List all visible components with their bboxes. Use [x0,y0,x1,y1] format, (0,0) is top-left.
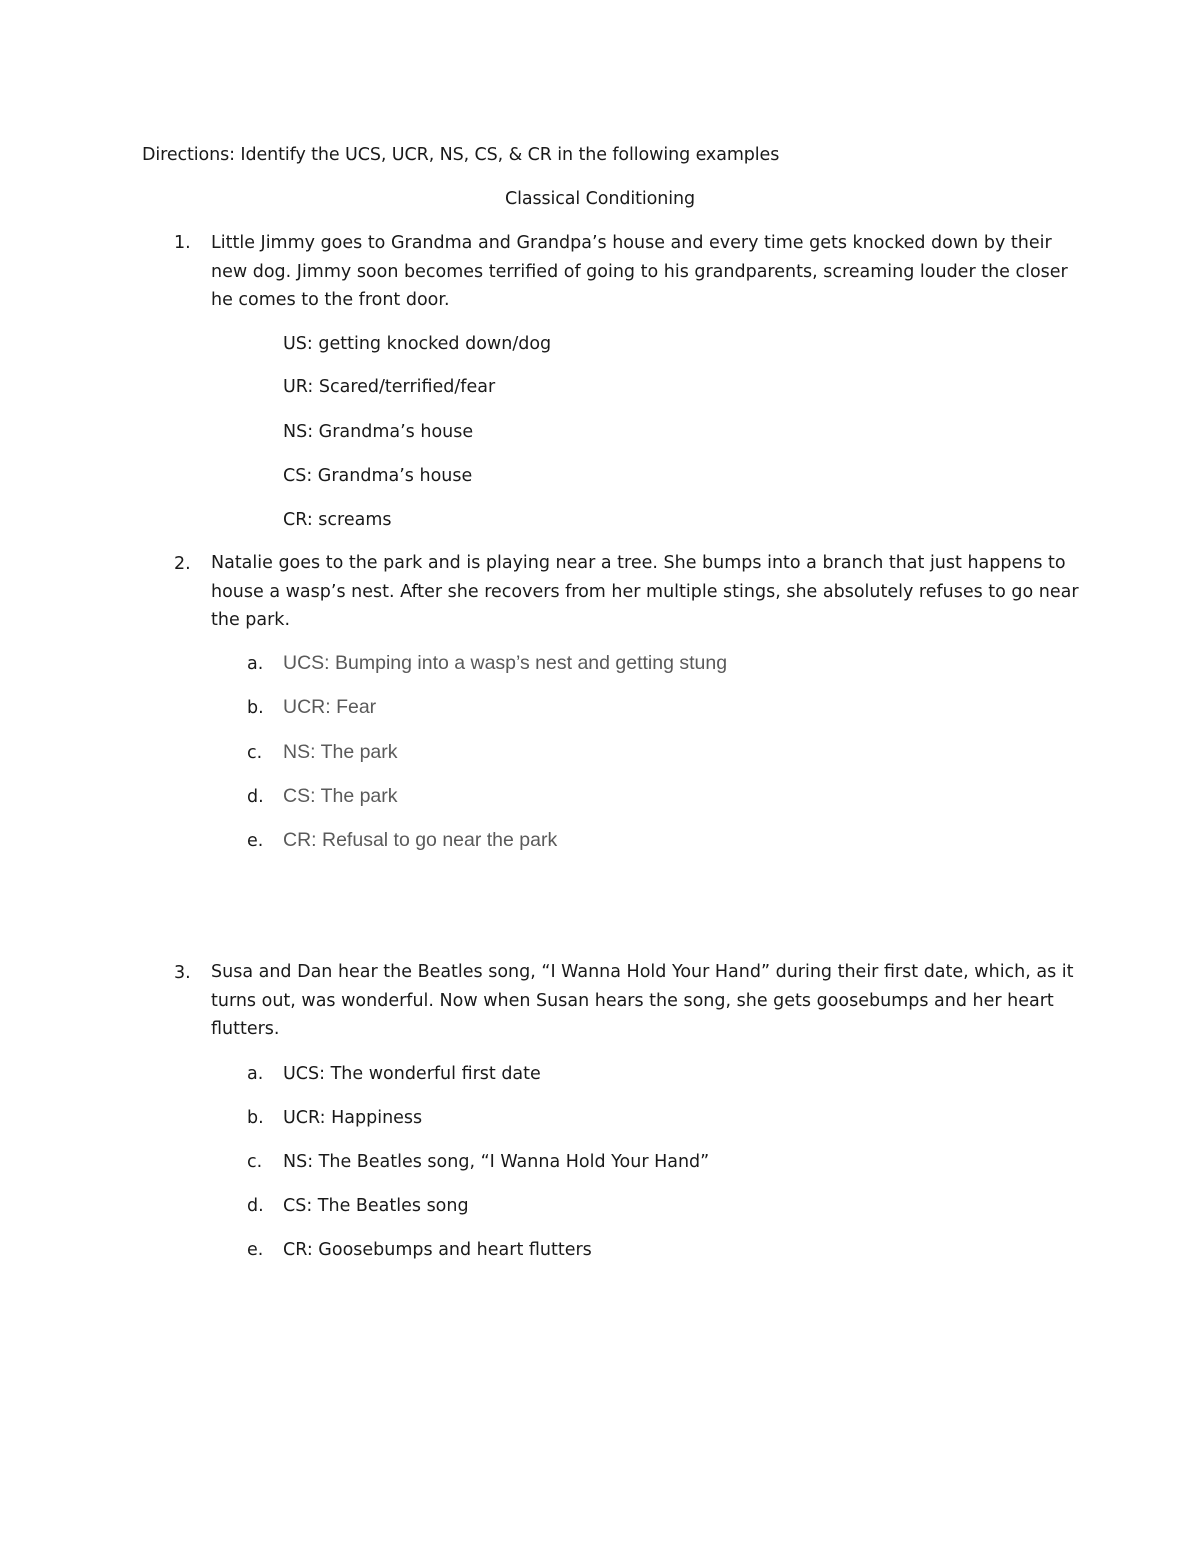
question-text: Susa and Dan hear the Beatles song, “I Wanna Hold Your Hand” during their first date, which, as it turns out, was wonderful. Now when Susan hears the song, she gets goosebumps and her heart flutters. [211,962,1074,1039]
question-number: 2. [174,554,191,574]
answer-letter: d. [247,787,264,807]
answer-ucr: UCR: Happiness [283,1108,423,1128]
answer-cs: CS: The park [283,785,398,807]
answer-letter: c. [247,743,263,763]
answer-letter: c. [247,1152,263,1172]
answer-ns: NS: The Beatles song, “I Wanna Hold Your Hand” [283,1152,710,1172]
answer-ucs: UCS: The wonderful first date [283,1064,541,1084]
answer-cr: CR: Goosebumps and heart flutters [283,1240,592,1260]
answer-us: US: getting knocked down/dog [283,334,552,354]
answer-ucr: UCR: Fear [283,696,377,718]
answer-ns: NS: Grandma’s house [283,422,474,442]
question-text: Little Jimmy goes to Grandma and Grandpa’s house and every time gets knocked down by their new dog. Jimmy soon becomes terrified of going to his grandparents, screaming louder the closer he comes to the front door. [211,233,1068,310]
answer-cr: CR: Refusal to go near the park [283,829,558,851]
answer-letter: d. [247,1196,264,1216]
answer-cs: CS: The Beatles song [283,1196,469,1216]
question-text: Natalie goes to the park and is playing near a tree. She bumps into a branch that just happens to house a wasp’s nest. After she recovers from her multiple stings, she absolutely refuses to go near the park. [211,553,1079,630]
question-number: 1. [174,233,191,253]
answer-letter: a. [247,1064,264,1084]
answer-ns: NS: The park [283,741,398,763]
answer-letter: b. [247,698,264,718]
answer-letter: e. [247,1240,264,1260]
answer-letter: e. [247,831,264,851]
page-title: Classical Conditioning [504,189,696,209]
answer-cs: CS: Grandma’s house [283,466,473,486]
answer-letter: b. [247,1108,264,1128]
answer-ur: UR: Scared/terrified/fear [283,377,496,397]
answer-letter: a. [247,654,264,674]
directions-text: Directions: Identify the UCS, UCR, NS, CS, & CR in the following examples [142,145,780,165]
answer-ucs: UCS: Bumping into a wasp’s nest and getting stung [283,652,728,674]
question-number: 3. [174,963,191,983]
answer-cr: CR: screams [283,510,392,530]
